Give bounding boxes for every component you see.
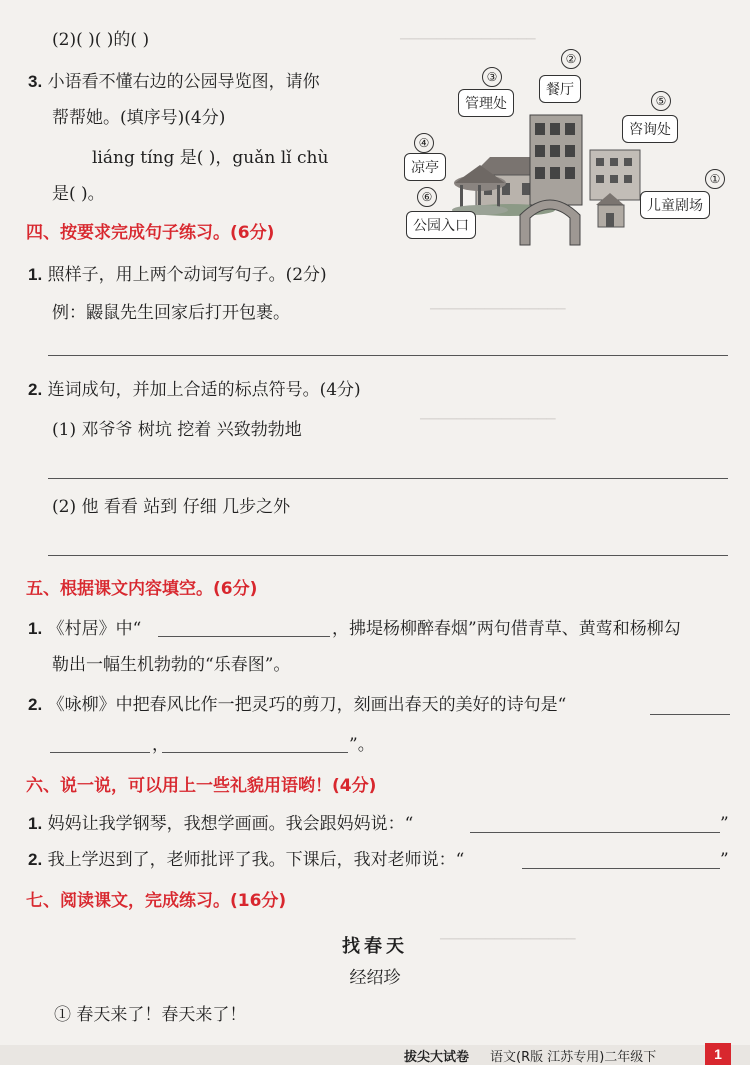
sec5-q2-answer-blank-2[interactable] <box>50 752 150 753</box>
sec5-q2-number: 2. <box>28 695 43 714</box>
sec6-q1-close: ” <box>720 814 729 834</box>
sec6-q1-text: 妈妈让我学钢琴，我想学画画。我会跟妈妈说：“ <box>47 814 414 834</box>
bleed-through-text: ─────────────── <box>430 300 566 318</box>
sec5-q2 <box>28 693 566 717</box>
sec4-q2 <box>28 378 361 402</box>
sec4-q1 <box>28 263 327 287</box>
label-information-desk: 咨询处 <box>622 115 678 143</box>
sec5-q2-close: ”。 <box>349 735 375 755</box>
q3-line1 <box>28 70 320 94</box>
sec4-q1-number: 1. <box>28 265 43 284</box>
sec4-q2-part2-answer-line[interactable] <box>48 555 728 556</box>
section-6-heading: 六、说一说，可以用上一些礼貌用语哟！(4分) <box>26 776 377 796</box>
sec6-q2 <box>28 848 464 872</box>
sec4-q1-answer-line[interactable] <box>48 355 728 356</box>
sec4-q1-text: 照样子，用上两个动词写句子。(2分) <box>47 265 327 285</box>
sec5-q2-answer-blank-1[interactable] <box>650 714 730 715</box>
section-5-heading: 五、根据课文内容填空。(6分) <box>26 579 258 599</box>
page-number: 1 <box>705 1043 731 1065</box>
sec5-q1-line2: 勒出一幅生机勃勃的“乐春图”。 <box>52 655 291 675</box>
q3-line4: 是( )。 <box>52 184 105 204</box>
sec6-q2-answer-blank[interactable] <box>522 868 720 869</box>
restaurant-building-icon <box>530 115 582 205</box>
label-childrens-theater: 儿童剧场 <box>640 191 710 219</box>
footer-brand: 拔尖大试卷 <box>404 1050 470 1065</box>
sec5-q2-text: 《咏柳》中把春风比作一把灵巧的剪刀，刻画出春天的美好的诗句是“ <box>47 695 567 715</box>
sec5-q1-answer-blank[interactable] <box>158 636 330 637</box>
map-number-4: ④ <box>414 133 434 153</box>
sec4-q2-text: 连词成句，并加上合适的标点符号。(4分) <box>47 380 361 400</box>
map-number-2: ② <box>561 49 581 69</box>
story-author: 经绍珍 <box>349 968 401 988</box>
sec5-q1-suffix: ，拂堤杨柳醉春烟”两句借青草、黄莺和杨柳勾 <box>332 619 681 639</box>
prev-question-item2: (2)( )( )的( ) <box>52 30 150 50</box>
sec4-q2-part1-answer-line[interactable] <box>48 478 728 479</box>
sec5-q1-prefix <box>28 617 141 641</box>
bleed-through-text: ─────────────── <box>440 930 576 948</box>
sec6-q1 <box>28 812 413 836</box>
bleed-through-text: ─────────────── <box>420 410 556 428</box>
q3-line2: 帮帮她。(填序号)(4分) <box>52 108 226 128</box>
sec5-q2-comma: ， <box>152 735 169 755</box>
label-pavilion: 凉亭 <box>404 153 446 181</box>
map-number-5: ⑤ <box>651 91 671 111</box>
sec6-q2-number: 2. <box>28 850 43 869</box>
park-map <box>400 52 750 250</box>
label-restaurant: 餐厅 <box>539 75 581 103</box>
sec4-q1-example: 例：鼹鼠先生回家后打开包裹。 <box>52 303 290 323</box>
story-paragraph-1: ① 春天来了！春天来了！ <box>54 1005 247 1025</box>
map-number-1: ① <box>705 169 725 189</box>
sec6-q2-text: 我上学迟到了，老师批评了我。下课后，我对老师说：“ <box>47 850 465 870</box>
information-center-icon <box>590 150 640 200</box>
q3-number: 3. <box>28 72 43 91</box>
story-title: 找春天 <box>342 936 408 957</box>
q3-line3: liáng tíng 是( )，guǎn lǐ chù <box>92 148 329 168</box>
sec6-q1-number: 1. <box>28 814 43 833</box>
sec5-q2-answer-blank-3[interactable] <box>162 752 348 753</box>
sec4-q2-part2: (2) 他 看看 站到 仔细 几步之外 <box>52 497 291 517</box>
sec5-q1-pretext: 《村居》中“ <box>47 619 142 639</box>
park-entrance-arch-icon <box>520 200 580 245</box>
section-7-heading: 七、阅读课文，完成练习。(16分) <box>26 891 287 911</box>
map-number-6: ⑥ <box>417 187 437 207</box>
footer-edition-info: 语文(R版 江苏专用)二年级下 <box>490 1050 657 1065</box>
label-management-office: 管理处 <box>458 89 514 117</box>
map-number-3: ③ <box>482 67 502 87</box>
q3-text: 小语看不懂右边的公园导览图，请你 <box>47 72 320 92</box>
sec6-q1-answer-blank[interactable] <box>470 832 720 833</box>
sec6-q2-close: ” <box>720 850 729 870</box>
label-park-entrance: 公园入口 <box>406 211 476 239</box>
section-4-heading: 四、按要求完成句子练习。(6分) <box>26 223 275 243</box>
sec5-q1-number: 1. <box>28 619 43 638</box>
sec4-q2-number: 2. <box>28 380 43 399</box>
sec4-q2-part1: (1) 邓爷爷 树坑 挖着 兴致勃勃地 <box>52 420 302 440</box>
bleed-through-text: ─────────────── <box>400 30 536 48</box>
